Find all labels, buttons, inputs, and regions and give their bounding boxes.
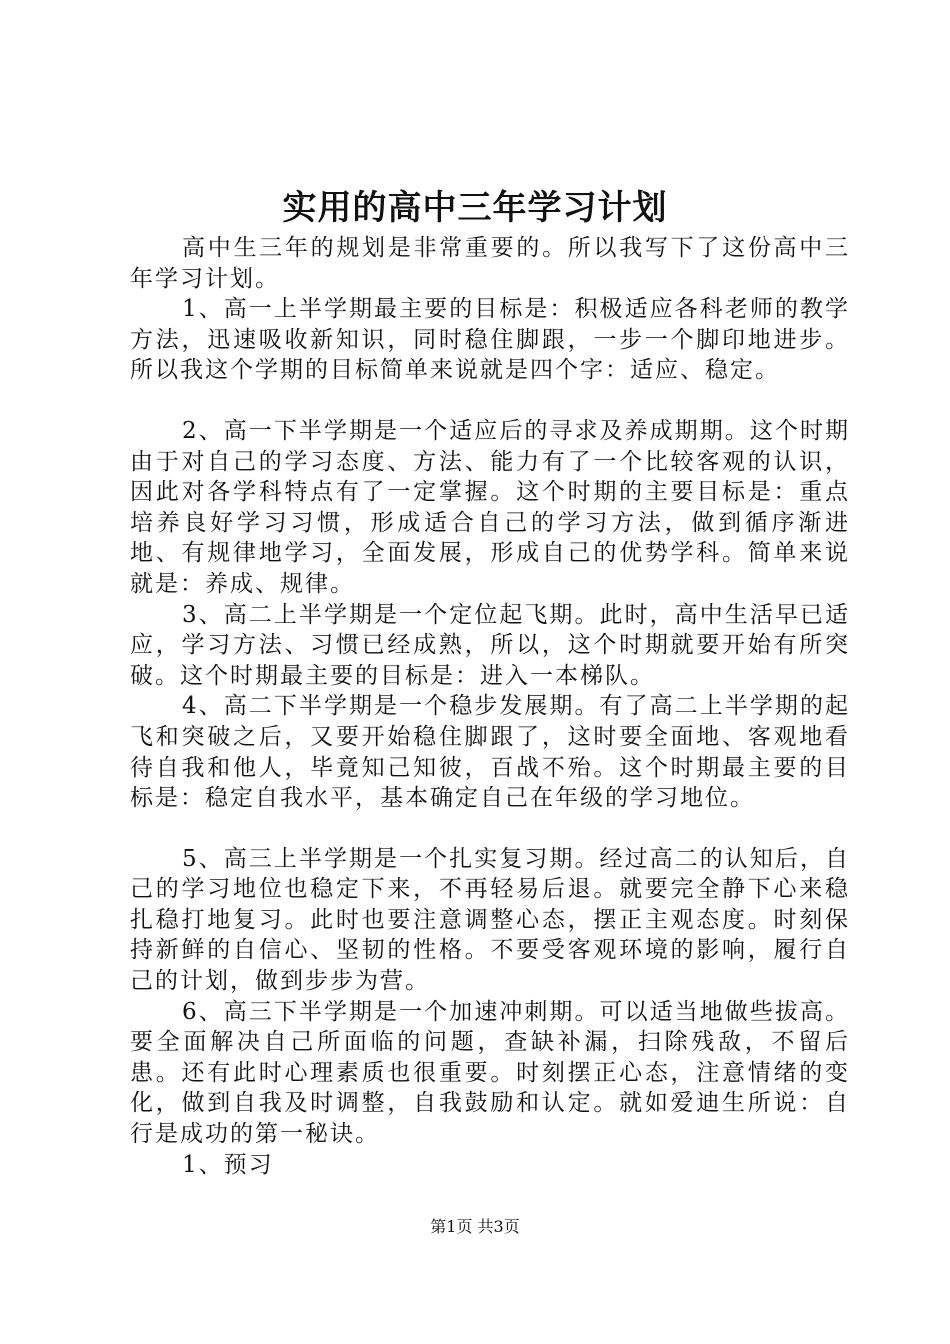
paragraph-preview: 1、预习 — [182, 1151, 274, 1178]
paragraph-4: 4、高二下半学期是一个稳步发展期。有了高二上半学期的起飞和突破之后，又要开始稳住脚跟了，这时要全面地、客观地看待自我和他人，毕竟知己知彼，百战不殆。这个时期最主要的目标是：稳定自我水平，基本确定自己在年级的学习地位。 — [130, 693, 850, 812]
paragraph-3: 3、高二上半学期是一个定位起飞期。此时，高中生活早已适应，学习方法、习惯已经成熟，所以，这个时期就要开始有所突破。这个时期最主要的目标是：进入一本梯队。 — [130, 601, 850, 689]
paragraph-2: 2、高一下半学期是一个适应后的寻求及养成期期。这个时期由于对自己的学习态度、方法、能力有了一个比较客观的认识，因此对各学科特点有了一定掌握。这个时期的主要目标是：重点培养良好学习习惯，形成适合自己的学习方法，做到循序渐进地、有规律地学习，全面发展，形成自己的优势学科。简单来说就是：养成、规律。 — [130, 417, 850, 597]
page-footer: 第1页 共3页 — [430, 1217, 520, 1236]
document-title: 实用的高中三年学习计划 — [282, 188, 668, 228]
paragraph-6: 6、高三下半学期是一个加速冲刺期。可以适当地做些拔高。要全面解决自己所面临的问题，查缺补漏，扫除残敌，不留后患。还有此时心理素质也很重要。时刻摆正心态，注意情绪的变化，做到自我及时调整，自我鼓励和认定。就如爱迪生所说：自行是成功的第一秘诀。 — [130, 998, 850, 1148]
paragraph-1: 1、高一上半学期最主要的目标是：积极适应各科老师的教学方法，迅速吸收新知识，同时稳住脚跟，一步一个脚印地进步。所以我这个学期的目标简单来说就是四个字：适应、稳定。 — [130, 296, 850, 384]
paragraph-intro: 高中生三年的规划是非常重要的。所以我写下了这份高中三年学习计划。 — [130, 235, 850, 292]
paragraph-5: 5、高三上半学期是一个扎实复习期。经过高二的认知后，自己的学习地位也稳定下来，不再轻易后退。就要完全静下心来稳扎稳打地复习。此时也要注意调整心态，摆正主观态度。时刻保持新鲜的自信心、坚韧的性格。不要受客观环境的影响，履行自己的计划，做到步步为营。 — [130, 845, 850, 995]
document-body — [130, 233, 850, 1180]
